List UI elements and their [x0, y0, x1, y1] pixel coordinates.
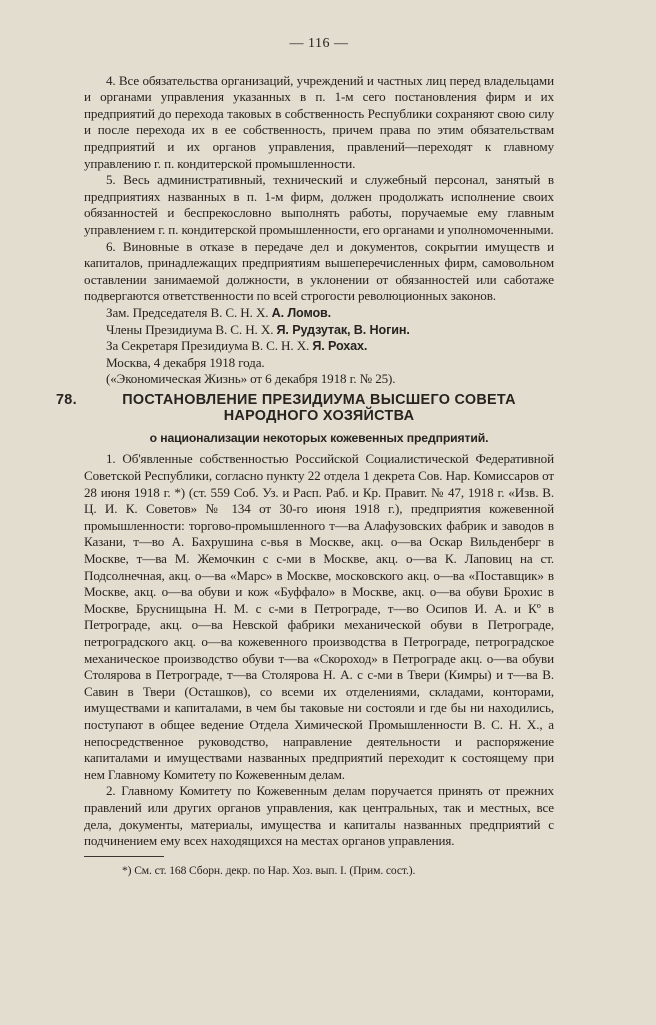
- paragraph-6: 6. Виновные в отказе в передаче дел и документов, сокрытии имуществ и капиталов, принадлежащих предприятиям вышеперечисленных фирм, самовольном оставлении занимаемой должности, в уклонении от обязанностей или саботаже подвергаются ответственности по всей строгости революционных законов.: [84, 238, 554, 304]
- section-number: 78.: [56, 391, 77, 408]
- place-date: Москва, 4 декабря 1918 года.: [106, 354, 265, 370]
- footnote: *) См. ст. 168 Сборн. декр. по Нар. Хоз. вып. I. (Прим. сост.).: [122, 863, 416, 877]
- signature-line: [106, 305, 554, 322]
- signature-name: Я. Рудзутак, В. Ногин.: [276, 322, 410, 337]
- paragraph-4: 4. Все обязательства организаций, учреждений и частных лиц перед владельцами и органами управления указанных в п. 1-м сего постановления фирм и их предприятий до перехода таковых в собственность Республики сохраняют свою силу и после перехода их в ее собственность, причем права по этим обязательствам предприятий и их органов управления, правлений—переходят к главному управлению г. п. кондитерской промышленности.: [84, 72, 554, 171]
- section-paragraph-2: 2. Главному Комитету по Кожевенным делам поручается принять от прежних правлений или других органов управления, как центральных, так и местных, все дела, документы, материалы, имущества и капиталы названных предприятий с подчинением ему всех находящихся на местах органов управления.: [84, 783, 554, 849]
- signature-name: Я. Рохах.: [312, 339, 368, 354]
- page-number: — 116 —: [289, 36, 349, 51]
- paragraph-5: 5. Весь административный, технический и служебный персонал, занятый в предприятиях названных в п. 1-м фирм, должен продолжать исполнение своих обязанностей и беспрекословно выполнять работы, поручаемые ему главным управлением г. п. кондитерской промышленности, его органами и уполномоченными.: [84, 172, 554, 237]
- section-title: ПОСТАНОВЛЕНИЕ ПРЕЗИДИУМА ВЫСШЕГО СОВЕТА НАРОДНОГО ХОЗЯЙСТВА: [122, 391, 516, 424]
- signature-role: За Секретаря Президиума В. С. Н. Х.: [106, 338, 313, 354]
- signature-name: А. Ломов.: [271, 305, 332, 320]
- section-paragraph-1: 1. Об'явленные собственностью Российской Социалистической Федеративной Советской Республики, согласно пункту 22 отдела 1 декрета Сов. Нар. Комиссаров от 28 июня 1918 г. *) (ст. 559 Соб. Уз. и Расп. Раб. и Кр. Правит. № 47, 1918 г. «Изв. В. Ц. И. К. Советов» № 134 от 30-го июня 1918 г.), предприятия кожевенной промышленности: торгово-промышленного т—ва Алафузовских фабрик и заводов в Казани, т—во А. Бахрушина с-вья в Москве, акц. о—ва Оскар Вильденберг в Москве, т—ва М. Жемочкин с с-ми в Москве, акц. о—ва К. Лаповиц на ст. Подсолнечная, акц. о—ва «Марс» в Москве, московского акц. о—ва «Поставщик» в Москве, акц. о—ва обуви и кож «Буффало» в Москве, акц. о—ва обуви Брохис в Москве, Бруснищына Н. М. с с-ми в Петрограде, т—во Осипов И. А. и Кº в Петрограде, акц. о—ва Невской фабрики механической обуви в Петрограде, петроградского акц. о—ва кожевенного производства в Петрограде, петроградское механическое производство обуви т—ва «Скороход» в Петрограде акц. о—ва обуви Столярова в Петрограде, т—ва Столярова Н. А. с с-ми в Твери (Кимры) и т—ва В. Савин в Твери (Осташков), со всеми их отделениями, складами, конторами, имуществами и капиталами, в чем бы таковые ни состояли и где бы ни находились, поступают в общее ведение Отдела Химической Промышленности В. С. Н. Х., а непосредственное руководство, направление деятельности и распоряжение капиталами и имуществами названных предприятий переходит к состоящему при нем Главному Комитету по Кожевенным делам.: [84, 451, 554, 782]
- signature-line: [106, 322, 554, 339]
- signature-role: Зам. Председателя В. С. Н. Х.: [106, 304, 272, 320]
- section-heading: [56, 391, 554, 424]
- signature-line: [106, 338, 554, 355]
- signature-role: Члены Президиума В. С. Н. Х.: [106, 321, 277, 337]
- text-column: [56, 36, 554, 879]
- source-citation: («Экономическая Жизнь» от 6 декабря 1918 г. № 25).: [106, 371, 396, 387]
- section-subtitle: о национализации некоторых кожевенных предприятий.: [149, 430, 489, 445]
- footnote-divider: [84, 856, 164, 857]
